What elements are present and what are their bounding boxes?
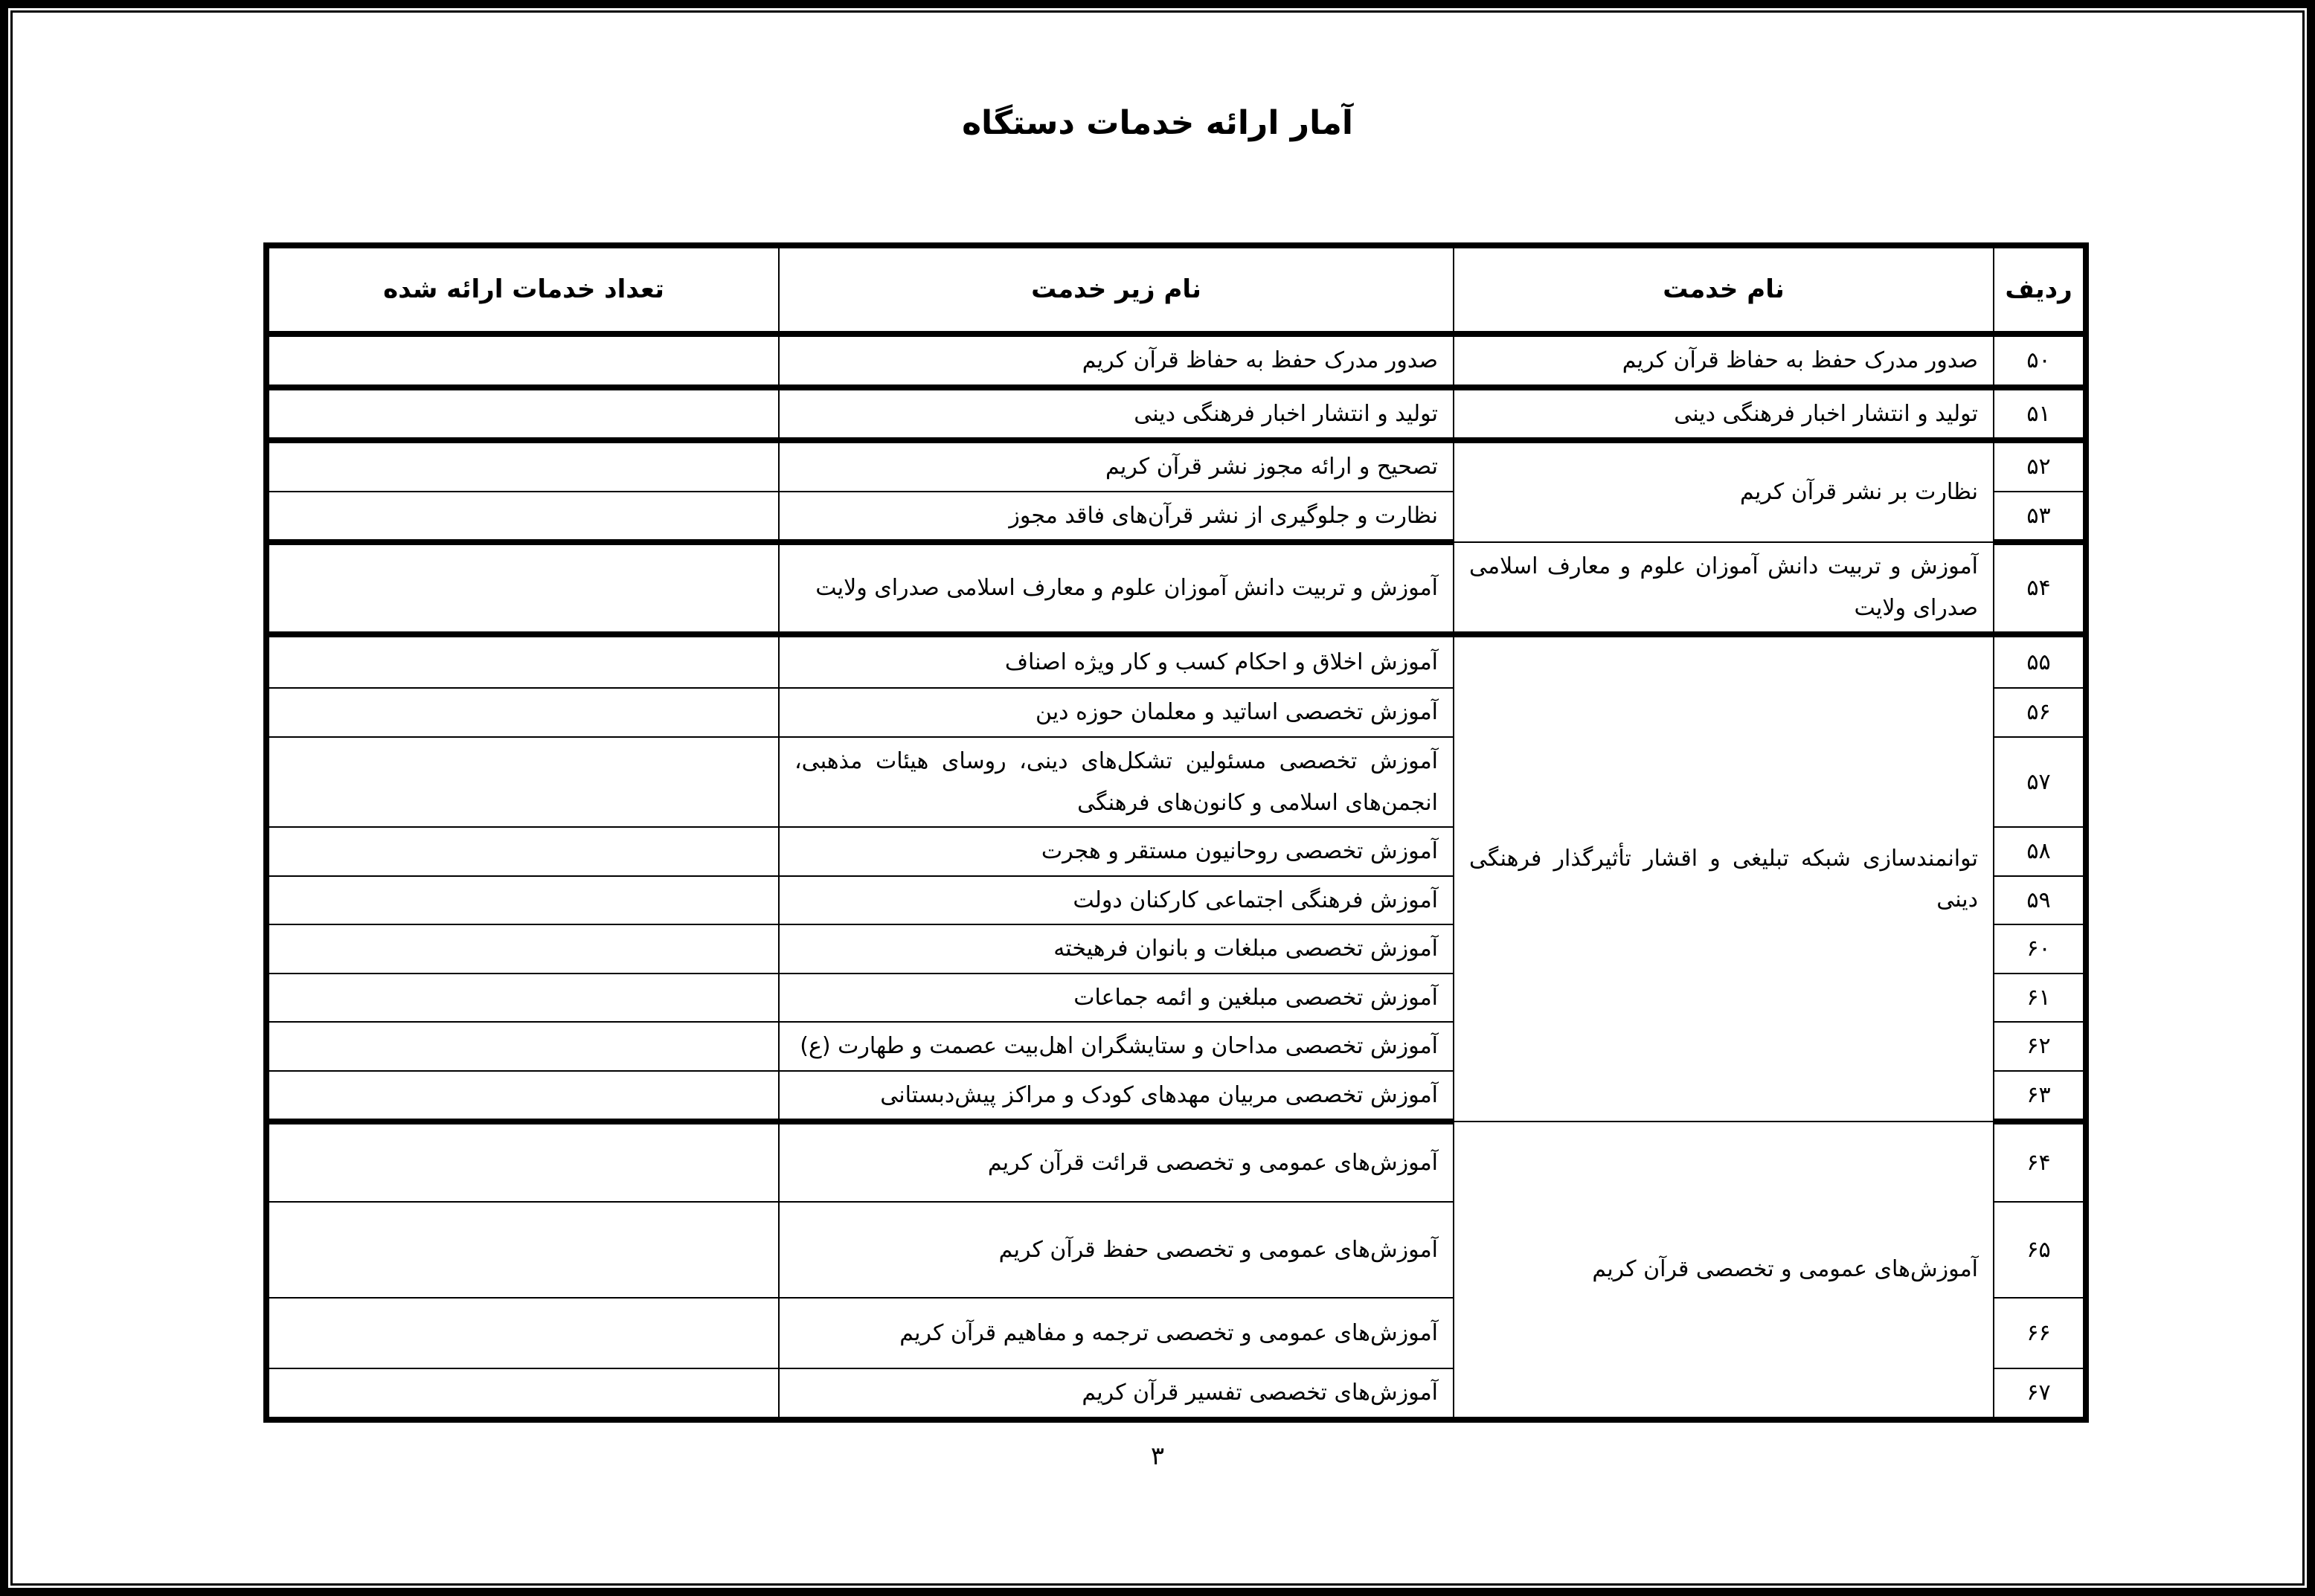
row-number-cell: ۶۰	[1994, 924, 2086, 974]
row-number-cell: ۵۷	[1994, 737, 2086, 827]
sub-service-name-cell: آموزش‌های عمومی و تخصصی حفظ قرآن کریم	[779, 1202, 1454, 1298]
sub-service-name-cell: آموزش‌های عمومی و تخصصی ترجمه و مفاهیم قرآن کریم	[779, 1298, 1454, 1368]
sub-service-name-cell: آموزش تخصصی مربیان مهدهای کودک و مراکز پیش‌دبستانی	[779, 1071, 1454, 1122]
service-name-cell: نظارت بر نشر قرآن کریم	[1454, 440, 1994, 542]
count-cell	[266, 974, 779, 1023]
row-number-cell: ۶۲	[1994, 1022, 2086, 1071]
service-name-cell: صدور مدرک حفظ به حفاظ قرآن کریم	[1454, 334, 1994, 387]
count-cell	[266, 492, 779, 543]
row-number-cell: ۵۵	[1994, 634, 2086, 688]
services-table	[263, 242, 2089, 1423]
service-name-cell: توانمندسازی شبکه تبلیغی و اقشار تأثیرگذار فرهنگی دینی	[1454, 634, 1994, 1122]
table-row	[266, 634, 2086, 688]
count-cell	[266, 688, 779, 737]
header-row-number: ردیف	[1994, 245, 2086, 334]
service-name-cell: آموزش‌های عمومی و تخصصی قرآن کریم	[1454, 1122, 1994, 1420]
sub-service-name-cell: آموزش تخصصی روحانیون مستقر و هجرت	[779, 827, 1454, 876]
sub-service-name-cell: تصحیح و ارائه مجوز نشر قرآن کریم	[779, 440, 1454, 492]
row-number-cell: ۵۴	[1994, 542, 2086, 634]
count-cell	[266, 440, 779, 492]
sub-service-name-cell: نظارت و جلوگیری از نشر قرآن‌های فاقد مجوز	[779, 492, 1454, 543]
row-number-cell: ۵۱	[1994, 387, 2086, 441]
count-cell	[266, 1368, 779, 1420]
sub-service-name-cell: آموزش تخصصی مبلغات و بانوان فرهیخته	[779, 924, 1454, 974]
sub-service-name-cell: آموزش‌های تخصصی تفسیر قرآن کریم	[779, 1368, 1454, 1420]
sub-service-name-cell: صدور مدرک حفظ به حفاظ قرآن کریم	[779, 334, 1454, 387]
count-cell	[266, 542, 779, 634]
table-header-row	[266, 245, 2086, 334]
row-number-cell: ۶۱	[1994, 974, 2086, 1023]
row-number-cell: ۶۷	[1994, 1368, 2086, 1420]
count-cell	[266, 1071, 779, 1122]
table-row	[266, 334, 2086, 387]
row-number-cell: ۵۶	[1994, 688, 2086, 737]
row-number-cell: ۵۸	[1994, 827, 2086, 876]
row-number-cell: ۵۳	[1994, 492, 2086, 543]
table-row	[266, 387, 2086, 441]
row-number-cell: ۶۳	[1994, 1071, 2086, 1122]
table-row	[266, 542, 2086, 634]
sub-service-name-cell: آموزش تخصصی مداحان و ستایشگران اهل‌بیت عصمت و طهارت (ع)	[779, 1022, 1454, 1071]
count-cell	[266, 924, 779, 974]
row-number-cell: ۶۴	[1994, 1122, 2086, 1202]
header-sub-service-name: نام زیر خدمت	[779, 245, 1454, 334]
row-number-cell: ۵۰	[1994, 334, 2086, 387]
count-cell	[266, 827, 779, 876]
sub-service-name-cell: آموزش تخصصی مبلغین و ائمه جماعات	[779, 974, 1454, 1023]
sub-service-name-cell: آموزش فرهنگی اجتماعی کارکنان دولت	[779, 876, 1454, 925]
count-cell	[266, 1298, 779, 1368]
sub-service-name-cell: آموزش تخصصی مسئولین تشکل‌های دینی، روسای هیئات مذهبی، انجمن‌های اسلامی و کانون‌های فرهنگی	[779, 737, 1454, 827]
sub-service-name-cell: آموزش‌های عمومی و تخصصی قرائت قرآن کریم	[779, 1122, 1454, 1202]
header-service-name: نام خدمت	[1454, 245, 1994, 334]
service-name-cell: تولید و انتشار اخبار فرهنگی دینی	[1454, 387, 1994, 441]
page-number: ۳	[1150, 1441, 1165, 1471]
row-number-cell: ۵۲	[1994, 440, 2086, 492]
row-number-cell: ۶۶	[1994, 1298, 2086, 1368]
count-cell	[266, 1122, 779, 1202]
count-cell	[266, 387, 779, 441]
service-name-cell: آموزش و تربیت دانش آموزان علوم و معارف اسلامی صدرای ولایت	[1454, 542, 1994, 634]
header-count: تعداد خدمات ارائه شده	[266, 245, 779, 334]
row-number-cell: ۵۹	[1994, 876, 2086, 925]
sub-service-name-cell: آموزش و تربیت دانش آموزان علوم و معارف اسلامی صدرای ولایت	[779, 542, 1454, 634]
row-number-cell: ۶۵	[1994, 1202, 2086, 1298]
count-cell	[266, 1022, 779, 1071]
count-cell	[266, 1202, 779, 1298]
count-cell	[266, 876, 779, 925]
count-cell	[266, 737, 779, 827]
page-title: آمار ارائه خدمات دستگاه	[962, 104, 1353, 142]
sub-service-name-cell: تولید و انتشار اخبار فرهنگی دینی	[779, 387, 1454, 441]
count-cell	[266, 634, 779, 688]
table-row	[266, 440, 2086, 492]
count-cell	[266, 334, 779, 387]
sub-service-name-cell: آموزش اخلاق و احکام کسب و کار ویژه اصناف	[779, 634, 1454, 688]
table-row	[266, 1122, 2086, 1202]
sub-service-name-cell: آموزش تخصصی اساتید و معلمان حوزه دین	[779, 688, 1454, 737]
